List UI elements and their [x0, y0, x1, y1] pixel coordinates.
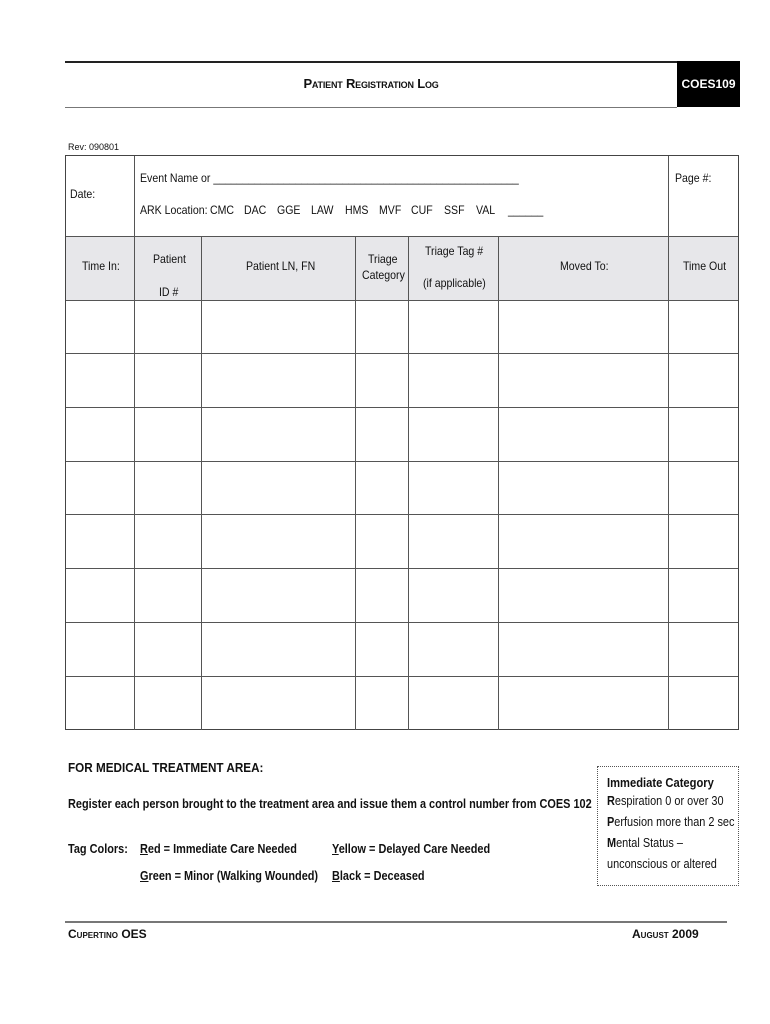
location-option[interactable]: VAL: [476, 203, 496, 217]
table-row[interactable]: [66, 407, 738, 408]
tag-red-key: R: [140, 841, 148, 856]
tag-yellow: [332, 841, 490, 856]
col-header-patient-id-2: ID #: [159, 285, 179, 299]
event-name-field[interactable]: Event Name or ____________________________________________________: [140, 171, 519, 185]
date-field-label[interactable]: Date:: [70, 187, 96, 201]
table-row[interactable]: [66, 461, 738, 462]
tag-yellow-key: Y: [332, 841, 339, 856]
location-option[interactable]: CMC: [210, 203, 235, 217]
col-divider-last: [668, 156, 669, 730]
tag-green-key: G: [140, 868, 149, 883]
perfusion-key: P: [607, 814, 615, 829]
tag-red: [140, 841, 297, 856]
tag-yellow-text: ellow = Delayed Care Needed: [338, 841, 491, 856]
footer-rule: [65, 921, 727, 923]
respiration-criterion: [607, 790, 724, 811]
tag-colors-label: Tag Colors:: [68, 841, 128, 856]
perfusion-text: erfusion more than 2 sec: [614, 814, 735, 829]
mental-status-key: M: [607, 835, 617, 850]
ark-location-label: ARK Location:: [140, 203, 208, 217]
page-title: Patient Registration Log: [303, 76, 439, 91]
medical-section-title: FOR MEDICAL TREATMENT AREA:: [68, 760, 264, 775]
form-code-badge: COES109: [677, 61, 740, 107]
medical-instruction: Register each person brought to the treatment area and issue them a control number from COES 102: [68, 796, 592, 811]
respiration-text: espiration 0 or over 30: [614, 793, 724, 808]
col-divider-4: [408, 237, 409, 730]
table-row[interactable]: [66, 568, 738, 569]
tag-black-key: B: [332, 868, 340, 883]
header-row-divider: [66, 300, 738, 301]
table-row[interactable]: [66, 353, 738, 354]
location-option[interactable]: HMS: [345, 203, 369, 217]
footer-organization: Cupertino OES: [68, 927, 147, 941]
mental-status-criterion: [607, 832, 717, 853]
table-row[interactable]: [66, 622, 738, 623]
mental-status-text: ental Status –: [616, 835, 683, 850]
immediate-category-title: Immediate Category: [607, 775, 714, 790]
col-divider-5: [498, 237, 499, 730]
footer-date: August 2009: [632, 927, 699, 941]
location-option[interactable]: CUF: [411, 203, 433, 217]
tag-black-text: lack = Deceased: [339, 868, 425, 883]
location-option-blank[interactable]: ______: [508, 203, 544, 217]
table-row[interactable]: [66, 514, 738, 515]
col-divider-3: [355, 237, 356, 730]
col-header-triage-tag-2: (if applicable): [423, 276, 486, 290]
location-option[interactable]: GGE: [277, 203, 301, 217]
col-header-triage-tag: Triage Tag #: [425, 244, 484, 258]
col-header-time-in: Time In:: [82, 259, 120, 273]
location-option[interactable]: DAC: [244, 203, 267, 217]
immediate-category-box: [597, 766, 739, 886]
page-number-field[interactable]: Page #:: [675, 171, 712, 185]
tag-red-text: ed = Immediate Care Needed: [147, 841, 297, 856]
tag-black: [332, 868, 425, 883]
table-row[interactable]: [66, 676, 738, 677]
col-divider-1: [134, 156, 135, 730]
location-option[interactable]: SSF: [444, 203, 465, 217]
header-bottom-rule: [65, 107, 677, 108]
mental-status-continuation: unconscious or altered: [607, 856, 717, 871]
location-option[interactable]: MVF: [379, 203, 402, 217]
col-header-triage-category-2: Category: [362, 268, 405, 282]
location-option[interactable]: LAW: [311, 203, 334, 217]
ark-location-row: [140, 203, 560, 219]
col-header-patient-name: Patient LN, FN: [246, 259, 316, 273]
respiration-key: R: [607, 793, 615, 808]
header-top-rule: [65, 61, 740, 63]
tag-green-text: reen = Minor (Walking Wounded): [148, 868, 319, 883]
info-row-divider: [66, 236, 738, 237]
col-header-time-out: Time Out: [683, 259, 727, 273]
col-header-patient-id: Patient: [153, 252, 186, 266]
revision-label: Rev: 090801: [68, 142, 120, 152]
perfusion-criterion: [607, 811, 735, 832]
col-divider-2: [201, 237, 202, 730]
col-header-triage-category: Triage: [368, 252, 398, 266]
col-header-moved-to: Moved To:: [560, 259, 609, 273]
tag-green: [140, 868, 318, 883]
